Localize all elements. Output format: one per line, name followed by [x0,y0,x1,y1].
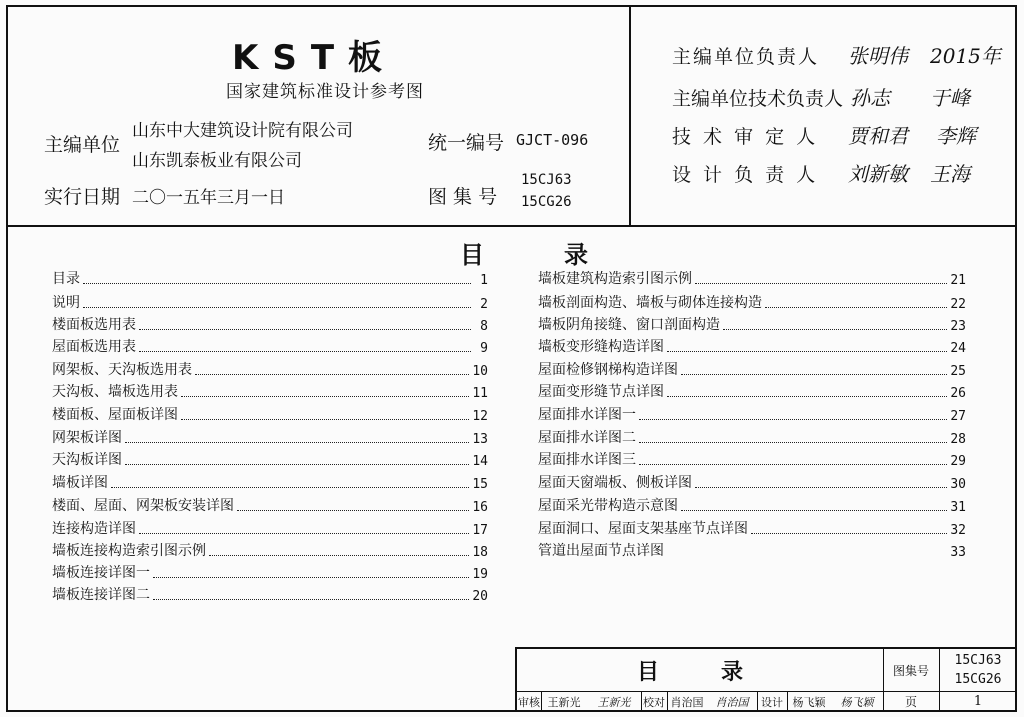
toc-item[interactable]: 楼面板、屋面板详图 12 [52,407,488,424]
signoff-label-4: 设 计 负 责 人 [672,164,819,186]
toc-item[interactable]: 屋面排水详图二 28 [538,430,966,447]
signoff-label-2: 主编单位技术负责人 [672,88,844,110]
editor-label: 主编单位 [44,134,121,156]
toc-item[interactable]: 墙板连接详图二 20 [52,587,488,604]
atlas-no-2: 15CG26 [521,194,572,210]
toc-item[interactable]: 墙板变形缝构造详图 24 [538,339,966,356]
review-label: 审核 [518,695,540,709]
page-number: 1 [973,694,983,709]
title-block [515,647,1017,712]
toc-item[interactable]: 网架板详图 13 [52,430,488,447]
date-value: 二〇一五年三月一日 [132,188,285,208]
toc-item[interactable]: 屋面检修钢梯构造详图 25 [538,362,966,379]
toc-item[interactable]: 屋面板选用表 9 [52,339,488,356]
check-label: 校对 [643,695,665,709]
toc-item[interactable]: 屋面采光带构造示意图 31 [538,498,966,515]
toc-item[interactable]: 楼面板选用表 8 [52,317,488,334]
date-label: 实行日期 [44,186,121,208]
toc-item[interactable]: 屋面洞口、屋面支架基座节点详图 32 [538,521,966,538]
document-title: KST板 [232,38,397,78]
atlas-no-1: 15CJ63 [521,172,572,188]
toc-item[interactable]: 墙板详图 15 [52,475,488,492]
toc-item[interactable]: 天沟板详图 14 [52,452,488,469]
editor-1: 山东中大建筑设计院有限公司 [132,121,353,141]
signature-3a: 贾和君 [848,124,908,148]
document-subtitle: 国家建筑标准设计参考图 [226,82,424,102]
toc-item[interactable]: 目录 1 [52,271,488,288]
designer-name: 杨飞颖 [792,695,826,709]
toc-item[interactable]: 天沟板、墙板选用表 11 [52,384,488,401]
signature-1b: 2015年 [930,44,1001,68]
signoff-label-3: 技 术 审 定 人 [672,126,819,148]
signature-3b: 李辉 [936,124,976,148]
toc-item[interactable]: 管道出屋面节点详图 33 [538,543,966,560]
signature-1a: 张明伟 [848,44,908,68]
checker-signature: 肖治国 [715,695,749,709]
toc-title: 目 录 [460,240,616,269]
toc-item[interactable]: 屋面排水详图一 27 [538,407,966,424]
designer-signature: 杨飞颖 [840,695,874,709]
signature-2a: 孙志 [850,86,890,110]
toc-item[interactable]: 墙板剖面构造、墙板与砌体连接构造 22 [538,295,966,312]
header-divider [6,225,1017,227]
title-block-atlas-label: 图集号 [892,663,929,678]
signature-4a: 刘新敏 [848,162,908,186]
toc-item[interactable]: 连接构造详图 17 [52,521,488,538]
title-block-atlas-no-1: 15CJ63 [954,652,1002,668]
title-block-name: 目 录 [636,658,763,685]
toc-item[interactable]: 楼面、屋面、网架板安装详图 16 [52,498,488,515]
editor-2: 山东凯泰板业有限公司 [132,151,302,171]
page-label: 页 [904,695,917,709]
reviewer-signature: 王新光 [597,695,631,709]
header-vertical-divider [629,5,631,226]
signature-2b: 于峰 [930,86,970,110]
toc-item[interactable]: 说明 2 [52,295,488,312]
toc-item[interactable]: 墙板建筑构造索引图示例 21 [538,271,966,288]
toc-item[interactable]: 墙板连接详图一 19 [52,565,488,582]
atlas-label: 图 集 号 [428,186,498,208]
signature-4b: 王海 [930,162,970,186]
toc-item[interactable]: 墙板连接构造索引图示例 18 [52,543,488,560]
toc-item[interactable]: 屋面排水详图三 29 [538,452,966,469]
unified-no-label: 统一编号 [428,132,505,154]
checker-name: 肖治国 [670,695,704,709]
title-block-atlas-no-2: 15CG26 [954,671,1002,687]
unified-no: GJCT-096 [516,131,589,149]
toc-item[interactable]: 屋面天窗端板、侧板详图 30 [538,475,966,492]
design-label: 设计 [761,695,783,709]
signoff-label-1: 主编单位负责人 [672,46,820,68]
reviewer-name: 王新光 [547,695,581,709]
toc-item[interactable]: 屋面变形缝节点详图 26 [538,384,966,401]
toc-item[interactable]: 网架板、天沟板选用表 10 [52,362,488,379]
toc-item[interactable]: 墙板阴角接缝、窗口剖面构造 23 [538,317,966,334]
